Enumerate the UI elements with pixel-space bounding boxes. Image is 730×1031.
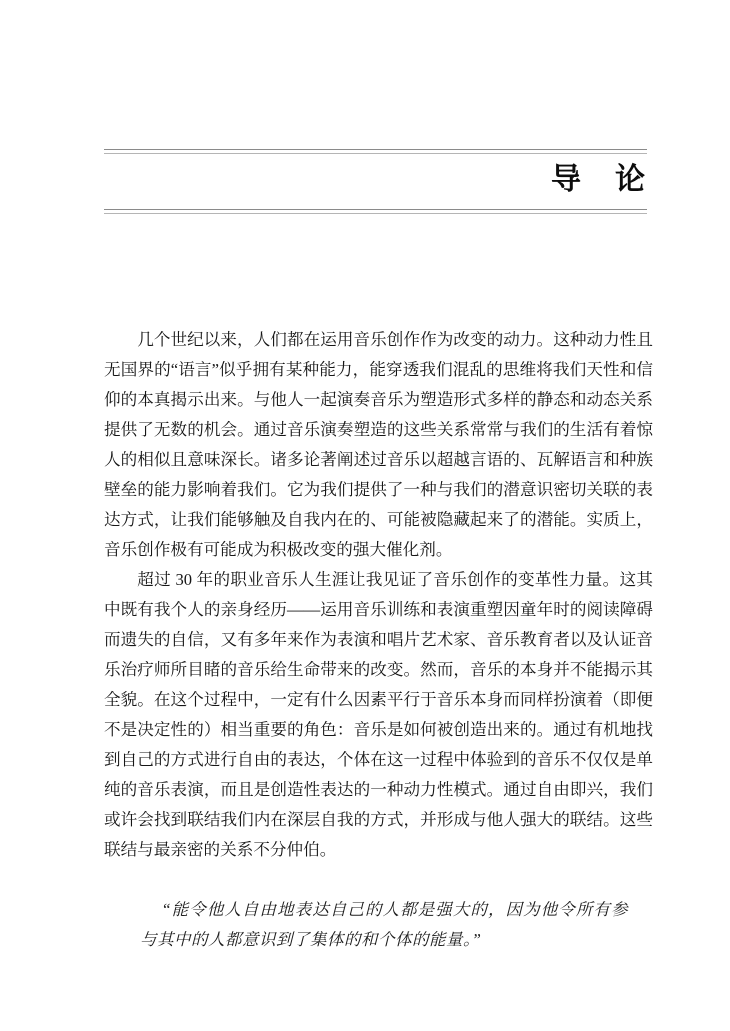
page-content [104, 0, 653, 1031]
block-quote: “能令他人自由地表达自己的人都是强大的，因为他令所有参与其中的人都意识到了集体的和个体的能量。” [140, 900, 628, 949]
title-rule-bottom [104, 209, 647, 214]
body-text [104, 325, 653, 955]
chapter-title: 导 论 [551, 163, 647, 196]
title-rule-top [104, 149, 647, 154]
paragraph-1: 几个世纪以来，人们都在运用音乐创作作为改变的动力。这种动力性且无国界的“语言”似乎拥有某种能力，能穿透我们混乱的思维将我们天性和信仰的本真揭示出来。与他人一起演奏音乐为塑造形式多样的静态和动态关系提供了无数的机会。通过音乐演奏塑造的这些关系常常与我们的生活有着惊人的相似且意味深长。诸多论著阐述过音乐以超越言语的、瓦解语言和种族壁垒的能力影响着我们。它为我们提供了一种与我们的潜意识密切关联的表达方式，让我们能够触及自我内在的、可能被隐藏起来了的潜能。实质上，音乐创作极有可能成为积极改变的强大催化剂。 [104, 330, 653, 559]
paragraph-2: 超过 30 年的职业音乐人生涯让我见证了音乐创作的变革性力量。这其中既有我个人的亲身经历——运用音乐训练和表演重塑因童年时的阅读障碍而遗失的自信，又有多年来作为表演和唱片艺术家、音乐教育者以及认证音乐治疗师所目睹的音乐给生命带来的改变。然而，音乐的本身并不能揭示其全貌。在这个过程中，一定有什么因素平行于音乐本身而同样扮演着（即便不是决定性的）相当重要的角色：音乐是如何被创造出来的。通过有机地找到自己的方式进行自由的表达，个体在这一过程中体验到的音乐不仅仅是单纯的音乐表演，而且是创造性表达的一种动力性模式。通过自由即兴，我们或许会找到联结我们内在深层自我的方式，并形成与他人强大的联结。这些联结与最亲密的关系不分仲伯。 [104, 570, 653, 859]
